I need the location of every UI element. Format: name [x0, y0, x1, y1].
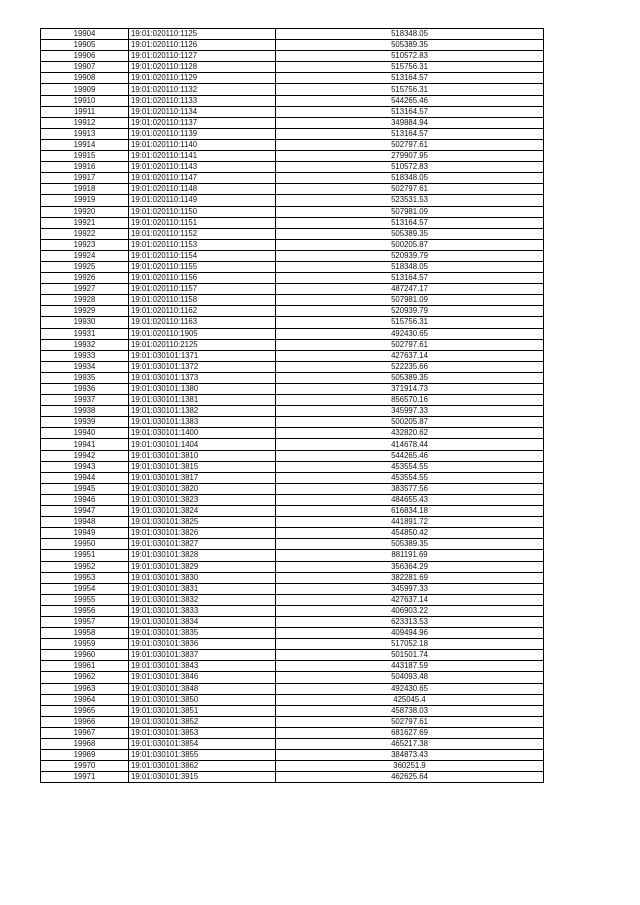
cadastral-value-cell: 414678.44 [276, 439, 544, 450]
cadastral-value-cell: 515756.31 [276, 84, 544, 95]
row-number-cell: 19916 [41, 162, 129, 173]
cadastral-value-cell: 505389.35 [276, 40, 544, 51]
cadastral-number-cell: 19:01:020110:1162 [129, 306, 276, 317]
row-number-cell: 19907 [41, 62, 129, 73]
row-number-cell: 19922 [41, 228, 129, 239]
cadastral-number-cell: 19:01:020110:1163 [129, 317, 276, 328]
cadastral-value-cell: 360251.9 [276, 761, 544, 772]
cadastral-number-cell: 19:01:030101:3834 [129, 616, 276, 627]
table-row [41, 195, 544, 206]
row-number-cell: 19946 [41, 494, 129, 505]
cadastral-value-cell: 505389.35 [276, 539, 544, 550]
table-row [41, 461, 544, 472]
cadastral-number-cell: 19:01:020110:1143 [129, 162, 276, 173]
cadastral-value-cell: 443187.59 [276, 661, 544, 672]
row-number-cell: 19953 [41, 572, 129, 583]
table-row [41, 128, 544, 139]
table-row [41, 716, 544, 727]
row-number-cell: 19933 [41, 350, 129, 361]
table-row [41, 350, 544, 361]
cadastral-number-cell: 19:01:030101:1371 [129, 350, 276, 361]
row-number-cell: 19911 [41, 106, 129, 117]
table-row [41, 162, 544, 173]
table-row [41, 639, 544, 650]
cadastral-number-cell: 19:01:030101:1383 [129, 417, 276, 428]
cadastral-number-cell: 19:01:020110:1132 [129, 84, 276, 95]
cadastral-value-cell: 522235.66 [276, 361, 544, 372]
cadastral-value-cell: 510572.83 [276, 51, 544, 62]
row-number-cell: 19954 [41, 583, 129, 594]
cadastral-value-cell: 544265.46 [276, 95, 544, 106]
cadastral-value-cell: 520939.79 [276, 250, 544, 261]
cadastral-number-cell: 19:01:030101:3820 [129, 483, 276, 494]
cadastral-number-cell: 19:01:020110:1152 [129, 228, 276, 239]
cadastral-value-cell: 500205.87 [276, 417, 544, 428]
row-number-cell: 19908 [41, 73, 129, 84]
cadastral-value-cell: 510572.83 [276, 162, 544, 173]
cadastral-value-cell: 406903.22 [276, 605, 544, 616]
table-row [41, 539, 544, 550]
cadastral-value-table [40, 28, 544, 783]
cadastral-value-cell: 616834.18 [276, 506, 544, 517]
table-row [41, 306, 544, 317]
cadastral-value-cell: 505389.35 [276, 228, 544, 239]
cadastral-number-cell: 19:01:030101:3836 [129, 639, 276, 650]
cadastral-value-cell: 356364.29 [276, 561, 544, 572]
cadastral-value-cell: 502797.61 [276, 716, 544, 727]
row-number-cell: 19910 [41, 95, 129, 106]
row-number-cell: 19962 [41, 672, 129, 683]
cadastral-number-cell: 19:01:030101:3825 [129, 517, 276, 528]
table-row [41, 583, 544, 594]
cadastral-value-cell: 501501.74 [276, 650, 544, 661]
row-number-cell: 19950 [41, 539, 129, 550]
cadastral-value-cell: 371914.73 [276, 384, 544, 395]
cadastral-value-cell: 349884.94 [276, 117, 544, 128]
cadastral-value-cell: 507981.09 [276, 206, 544, 217]
row-number-cell: 19956 [41, 605, 129, 616]
table-row [41, 428, 544, 439]
table-row [41, 561, 544, 572]
cadastral-number-cell: 19:01:030101:3835 [129, 628, 276, 639]
table-row [41, 439, 544, 450]
row-number-cell: 19920 [41, 206, 129, 217]
table-row [41, 40, 544, 51]
table-row [41, 761, 544, 772]
table-body [41, 29, 544, 783]
cadastral-number-cell: 19:01:030101:3830 [129, 572, 276, 583]
row-number-cell: 19928 [41, 295, 129, 306]
row-number-cell: 19935 [41, 372, 129, 383]
row-number-cell: 19913 [41, 128, 129, 139]
table-row [41, 228, 544, 239]
cadastral-value-cell: 520939.79 [276, 306, 544, 317]
row-number-cell: 19936 [41, 384, 129, 395]
cadastral-number-cell: 19:01:020110:1126 [129, 40, 276, 51]
cadastral-number-cell: 19:01:030101:3831 [129, 583, 276, 594]
cadastral-number-cell: 19:01:030101:3824 [129, 506, 276, 517]
cadastral-number-cell: 19:01:020110:1140 [129, 139, 276, 150]
row-number-cell: 19966 [41, 716, 129, 727]
cadastral-number-cell: 19:01:020110:1153 [129, 239, 276, 250]
cadastral-number-cell: 19:01:020110:1156 [129, 273, 276, 284]
cadastral-number-cell: 19:01:020110:1148 [129, 184, 276, 195]
row-number-cell: 19947 [41, 506, 129, 517]
table-row [41, 517, 544, 528]
row-number-cell: 19961 [41, 661, 129, 672]
cadastral-number-cell: 19:01:020110:2125 [129, 339, 276, 350]
cadastral-number-cell: 19:01:020110:1147 [129, 173, 276, 184]
cadastral-number-cell: 19:01:030101:3815 [129, 461, 276, 472]
cadastral-value-cell: 518348.05 [276, 173, 544, 184]
cadastral-value-cell: 458738.03 [276, 705, 544, 716]
cadastral-number-cell: 19:01:030101:3826 [129, 528, 276, 539]
cadastral-number-cell: 19:01:020110:1157 [129, 284, 276, 295]
cadastral-value-cell: 500205.87 [276, 239, 544, 250]
table-row [41, 217, 544, 228]
cadastral-value-cell: 383577.56 [276, 483, 544, 494]
table-row [41, 29, 544, 40]
cadastral-value-cell: 454850.42 [276, 528, 544, 539]
table-row [41, 106, 544, 117]
cadastral-number-cell: 19:01:030101:3810 [129, 450, 276, 461]
cadastral-number-cell: 19:01:020110:1134 [129, 106, 276, 117]
cadastral-value-cell: 518348.05 [276, 261, 544, 272]
table-row [41, 62, 544, 73]
row-number-cell: 19970 [41, 761, 129, 772]
row-number-cell: 19945 [41, 483, 129, 494]
cadastral-value-cell: 487247.17 [276, 284, 544, 295]
cadastral-number-cell: 19:01:030101:3828 [129, 550, 276, 561]
cadastral-number-cell: 19:01:030101:3829 [129, 561, 276, 572]
cadastral-number-cell: 19:01:030101:3848 [129, 683, 276, 694]
row-number-cell: 19909 [41, 84, 129, 95]
cadastral-number-cell: 19:01:020110:1137 [129, 117, 276, 128]
table-row [41, 750, 544, 761]
table-row [41, 661, 544, 672]
cadastral-number-cell: 19:01:030101:1373 [129, 372, 276, 383]
table-row [41, 361, 544, 372]
row-number-cell: 19943 [41, 461, 129, 472]
cadastral-number-cell: 19:01:030101:3827 [129, 539, 276, 550]
row-number-cell: 19921 [41, 217, 129, 228]
table-row [41, 51, 544, 62]
row-number-cell: 19955 [41, 594, 129, 605]
row-number-cell: 19918 [41, 184, 129, 195]
table-row [41, 417, 544, 428]
cadastral-number-cell: 19:01:030101:3850 [129, 694, 276, 705]
cadastral-value-cell: 492430.65 [276, 328, 544, 339]
row-number-cell: 19914 [41, 139, 129, 150]
row-number-cell: 19941 [41, 439, 129, 450]
table-row [41, 372, 544, 383]
cadastral-number-cell: 19:01:030101:1382 [129, 406, 276, 417]
cadastral-number-cell: 19:01:020110:1141 [129, 151, 276, 162]
cadastral-number-cell: 19:01:030101:3833 [129, 605, 276, 616]
row-number-cell: 19937 [41, 395, 129, 406]
table-row [41, 328, 544, 339]
row-number-cell: 19923 [41, 239, 129, 250]
cadastral-value-cell: 623313.53 [276, 616, 544, 627]
cadastral-number-cell: 19:01:030101:3846 [129, 672, 276, 683]
cadastral-value-cell: 881191.69 [276, 550, 544, 561]
cadastral-value-cell: 502797.61 [276, 139, 544, 150]
table-row [41, 117, 544, 128]
table-row [41, 406, 544, 417]
row-number-cell: 19958 [41, 628, 129, 639]
table-row [41, 284, 544, 295]
cadastral-value-cell: 462625.64 [276, 772, 544, 783]
cadastral-number-cell: 19:01:030101:3851 [129, 705, 276, 716]
cadastral-number-cell: 19:01:030101:1404 [129, 439, 276, 450]
row-number-cell: 19959 [41, 639, 129, 650]
table-row [41, 395, 544, 406]
table-row [41, 594, 544, 605]
row-number-cell: 19904 [41, 29, 129, 40]
row-number-cell: 19919 [41, 195, 129, 206]
row-number-cell: 19915 [41, 151, 129, 162]
cadastral-number-cell: 19:01:030101:1380 [129, 384, 276, 395]
table-row [41, 84, 544, 95]
table-row [41, 339, 544, 350]
row-number-cell: 19960 [41, 650, 129, 661]
row-number-cell: 19938 [41, 406, 129, 417]
row-number-cell: 19934 [41, 361, 129, 372]
cadastral-number-cell: 19:01:020110:1154 [129, 250, 276, 261]
row-number-cell: 19949 [41, 528, 129, 539]
cadastral-value-cell: 681627.69 [276, 727, 544, 738]
row-number-cell: 19951 [41, 550, 129, 561]
row-number-cell: 19940 [41, 428, 129, 439]
cadastral-number-cell: 19:01:030101:3862 [129, 761, 276, 772]
cadastral-value-cell: 505389.35 [276, 372, 544, 383]
cadastral-value-cell: 502797.61 [276, 184, 544, 195]
table-row [41, 250, 544, 261]
cadastral-value-cell: 517052.18 [276, 639, 544, 650]
table-row [41, 95, 544, 106]
row-number-cell: 19926 [41, 273, 129, 284]
cadastral-number-cell: 19:01:020110:1149 [129, 195, 276, 206]
row-number-cell: 19948 [41, 517, 129, 528]
document-page [40, 28, 543, 783]
cadastral-value-cell: 465217.38 [276, 739, 544, 750]
cadastral-value-cell: 484655.43 [276, 494, 544, 505]
row-number-cell: 19905 [41, 40, 129, 51]
cadastral-value-cell: 453554.55 [276, 461, 544, 472]
table-row [41, 672, 544, 683]
table-row [41, 261, 544, 272]
table-row [41, 727, 544, 738]
table-row [41, 494, 544, 505]
table-row [41, 572, 544, 583]
cadastral-value-cell: 515756.31 [276, 317, 544, 328]
table-row [41, 184, 544, 195]
table-row [41, 683, 544, 694]
table-row [41, 605, 544, 616]
cadastral-number-cell: 19:01:030101:1381 [129, 395, 276, 406]
row-number-cell: 19931 [41, 328, 129, 339]
cadastral-number-cell: 19:01:030101:3843 [129, 661, 276, 672]
cadastral-value-cell: 345997.33 [276, 406, 544, 417]
row-number-cell: 19944 [41, 472, 129, 483]
table-row [41, 483, 544, 494]
cadastral-number-cell: 19:01:030101:3823 [129, 494, 276, 505]
row-number-cell: 19932 [41, 339, 129, 350]
cadastral-number-cell: 19:01:020110:1127 [129, 51, 276, 62]
table-row [41, 528, 544, 539]
row-number-cell: 19917 [41, 173, 129, 184]
cadastral-value-cell: 432820.62 [276, 428, 544, 439]
cadastral-number-cell: 19:01:020110:1905 [129, 328, 276, 339]
table-row [41, 694, 544, 705]
cadastral-number-cell: 19:01:030101:3817 [129, 472, 276, 483]
table-row [41, 239, 544, 250]
table-row [41, 173, 544, 184]
table-row [41, 739, 544, 750]
row-number-cell: 19906 [41, 51, 129, 62]
cadastral-number-cell: 19:01:030101:3853 [129, 727, 276, 738]
table-row [41, 139, 544, 150]
cadastral-number-cell: 19:01:030101:3854 [129, 739, 276, 750]
table-row [41, 73, 544, 84]
row-number-cell: 19925 [41, 261, 129, 272]
cadastral-number-cell: 19:01:030101:3832 [129, 594, 276, 605]
cadastral-number-cell: 19:01:020110:1128 [129, 62, 276, 73]
cadastral-value-cell: 441891.72 [276, 517, 544, 528]
table-row [41, 317, 544, 328]
row-number-cell: 19968 [41, 739, 129, 750]
row-number-cell: 19952 [41, 561, 129, 572]
cadastral-value-cell: 382281.69 [276, 572, 544, 583]
cadastral-number-cell: 19:01:020110:1158 [129, 295, 276, 306]
row-number-cell: 19930 [41, 317, 129, 328]
table-row [41, 705, 544, 716]
table-row [41, 295, 544, 306]
row-number-cell: 19964 [41, 694, 129, 705]
table-row [41, 273, 544, 284]
table-row [41, 550, 544, 561]
table-row [41, 628, 544, 639]
cadastral-value-cell: 409494.96 [276, 628, 544, 639]
table-row [41, 650, 544, 661]
cadastral-number-cell: 19:01:030101:1400 [129, 428, 276, 439]
cadastral-number-cell: 19:01:020110:1151 [129, 217, 276, 228]
row-number-cell: 19969 [41, 750, 129, 761]
table-row [41, 772, 544, 783]
cadastral-value-cell: 513164.57 [276, 217, 544, 228]
row-number-cell: 19912 [41, 117, 129, 128]
cadastral-number-cell: 19:01:030101:3855 [129, 750, 276, 761]
cadastral-value-cell: 502797.61 [276, 339, 544, 350]
cadastral-value-cell: 507981.09 [276, 295, 544, 306]
cadastral-number-cell: 19:01:030101:1372 [129, 361, 276, 372]
cadastral-value-cell: 518348.05 [276, 29, 544, 40]
cadastral-value-cell: 504093.48 [276, 672, 544, 683]
row-number-cell: 19924 [41, 250, 129, 261]
cadastral-number-cell: 19:01:020110:1133 [129, 95, 276, 106]
cadastral-value-cell: 523531.53 [276, 195, 544, 206]
cadastral-value-cell: 427637.14 [276, 594, 544, 605]
row-number-cell: 19939 [41, 417, 129, 428]
table-row [41, 472, 544, 483]
row-number-cell: 19965 [41, 705, 129, 716]
row-number-cell: 19971 [41, 772, 129, 783]
cadastral-number-cell: 19:01:030101:3837 [129, 650, 276, 661]
cadastral-value-cell: 513164.57 [276, 273, 544, 284]
cadastral-number-cell: 19:01:030101:3915 [129, 772, 276, 783]
cadastral-value-cell: 515756.31 [276, 62, 544, 73]
table-row [41, 151, 544, 162]
row-number-cell: 19957 [41, 616, 129, 627]
cadastral-number-cell: 19:01:020110:1155 [129, 261, 276, 272]
row-number-cell: 19963 [41, 683, 129, 694]
table-row [41, 450, 544, 461]
cadastral-value-cell: 425045.4 [276, 694, 544, 705]
row-number-cell: 19967 [41, 727, 129, 738]
table-row [41, 206, 544, 217]
cadastral-value-cell: 384873.43 [276, 750, 544, 761]
row-number-cell: 19927 [41, 284, 129, 295]
cadastral-value-cell: 513164.57 [276, 73, 544, 84]
cadastral-value-cell: 345997.33 [276, 583, 544, 594]
table-row [41, 616, 544, 627]
row-number-cell: 19929 [41, 306, 129, 317]
row-number-cell: 19942 [41, 450, 129, 461]
cadastral-number-cell: 19:01:020110:1139 [129, 128, 276, 139]
cadastral-value-cell: 427637.14 [276, 350, 544, 361]
cadastral-number-cell: 19:01:020110:1150 [129, 206, 276, 217]
cadastral-number-cell: 19:01:020110:1125 [129, 29, 276, 40]
cadastral-value-cell: 453554.55 [276, 472, 544, 483]
cadastral-value-cell: 856570.16 [276, 395, 544, 406]
table-row [41, 506, 544, 517]
cadastral-value-cell: 513164.57 [276, 128, 544, 139]
cadastral-value-cell: 513164.57 [276, 106, 544, 117]
cadastral-value-cell: 492430.65 [276, 683, 544, 694]
cadastral-value-cell: 279907.95 [276, 151, 544, 162]
cadastral-number-cell: 19:01:030101:3852 [129, 716, 276, 727]
cadastral-value-cell: 544265.46 [276, 450, 544, 461]
table-row [41, 384, 544, 395]
cadastral-number-cell: 19:01:020110:1129 [129, 73, 276, 84]
